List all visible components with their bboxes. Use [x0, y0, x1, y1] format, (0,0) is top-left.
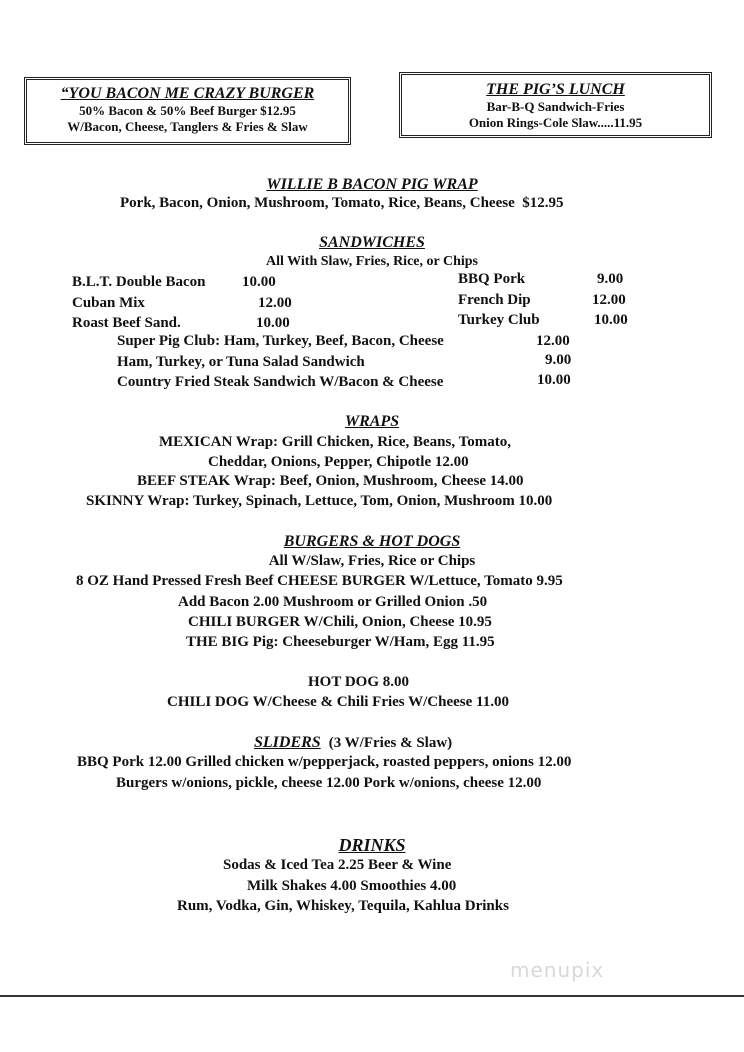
wrap-line: BEEF STEAK Wrap: Beef, Onion, Mushroom, Cheese 14.00: [137, 473, 524, 489]
menu-item-price: 10.00: [594, 312, 628, 328]
section-title-sliders: SLIDERS: [254, 734, 321, 751]
hotdog-line: HOT DOG 8.00: [308, 674, 409, 690]
burgers-subtitle: All W/Slaw, Fries, Rice or Chips: [268, 553, 476, 569]
sliders-note: (3 W/Fries & Slaw): [328, 735, 453, 751]
pig-wrap-ingredients: Pork, Bacon, Onion, Mushroom, Tomato, Rice, Beans, Cheese: [120, 195, 515, 211]
promo-line: Onion Rings-Cole Slaw.....11.95: [468, 115, 643, 130]
menu-item-price: 12.00: [258, 295, 292, 311]
menu-item: Roast Beef Sand.: [72, 315, 181, 331]
burger-line: 8 OZ Hand Pressed Fresh Beef CHEESE BURGER W/Lettuce, Tomato 9.95: [76, 573, 563, 589]
watermark-logo: menupix: [510, 958, 605, 982]
pig-wrap-price: $12.95: [522, 195, 564, 211]
promo-line: Bar-B-Q Sandwich-Fries: [486, 99, 625, 114]
hotdog-line: CHILI DOG W/Cheese & Chili Fries W/Cheese 11.00: [167, 694, 509, 710]
promo-line: 50% Bacon & 50% Beef Burger $12.95: [79, 103, 296, 118]
drink-line: Sodas & Iced Tea 2.25 Beer & Wine: [223, 857, 452, 873]
burger-line: Add Bacon 2.00 Mushroom or Grilled Onion .50: [178, 594, 488, 610]
slider-line: BBQ Pork 12.00 Grilled chicken w/pepperjack, roasted peppers, onions 12.00: [77, 754, 572, 770]
sliders-heading: [254, 734, 452, 752]
menu-item-price: 9.00: [545, 352, 572, 368]
section-title-drinks: DRINKS: [338, 835, 406, 855]
wrap-line: Cheddar, Onions, Pepper, Chipotle 12.00: [208, 454, 469, 470]
drink-line: Rum, Vodka, Gin, Whiskey, Tequila, Kahlua Drinks: [177, 898, 509, 914]
menu-item-price: 12.00: [592, 292, 626, 308]
section-title-sandwiches: SANDWICHES: [319, 234, 425, 251]
promo-line: W/Bacon, Cheese, Tanglers & Fries & Slaw: [67, 119, 308, 134]
section-title-wraps: WRAPS: [344, 413, 400, 430]
promo-title: THE PIG’S LUNCH: [486, 81, 625, 98]
sandwiches-subtitle: All With Slaw, Fries, Rice, or Chips: [266, 254, 478, 269]
promo-box-bacon-burger: [24, 77, 351, 145]
menu-item: Turkey Club: [458, 312, 540, 328]
section-title-burgers: BURGERS & HOT DOGS: [283, 533, 461, 550]
menu-item-price: 9.00: [597, 271, 624, 287]
promo-box-pigs-lunch: [399, 72, 712, 138]
menu-item-price: 10.00: [537, 372, 571, 388]
slider-line: Burgers w/onions, pickle, cheese 12.00 Pork w/onions, cheese 12.00: [116, 775, 542, 791]
burger-line: CHILI BURGER W/Chili, Onion, Cheese 10.95: [188, 614, 492, 630]
menu-item: Super Pig Club: Ham, Turkey, Beef, Bacon, Cheese: [117, 333, 444, 349]
section-title-pig-wrap: WILLIE B BACON PIG WRAP: [266, 176, 478, 193]
menu-item-price: 12.00: [536, 333, 570, 349]
menu-item-price: 10.00: [256, 315, 290, 331]
pig-wrap-desc: [120, 195, 564, 212]
menu-item: Country Fried Steak Sandwich W/Bacon & Cheese: [117, 374, 444, 390]
wrap-line: MEXICAN Wrap: Grill Chicken, Rice, Beans, Tomato,: [159, 434, 511, 450]
menu-item: Ham, Turkey, or Tuna Salad Sandwich: [117, 354, 365, 370]
menu-item: Cuban Mix: [72, 295, 145, 311]
drink-line: Milk Shakes 4.00 Smoothies 4.00: [247, 878, 457, 894]
menu-item: B.L.T. Double Bacon: [72, 274, 206, 290]
wrap-line: SKINNY Wrap: Turkey, Spinach, Lettuce, Tom, Onion, Mushroom 10.00: [86, 493, 553, 509]
bottom-divider: [0, 995, 744, 997]
promo-title: “YOU BACON ME CRAZY BURGER: [60, 85, 315, 102]
menu-item: French Dip: [458, 292, 531, 308]
menu-item-price: 10.00: [242, 274, 276, 290]
menu-item: BBQ Pork: [458, 271, 526, 287]
burger-line: THE BIG Pig: Cheeseburger W/Ham, Egg 11.95: [186, 634, 495, 650]
